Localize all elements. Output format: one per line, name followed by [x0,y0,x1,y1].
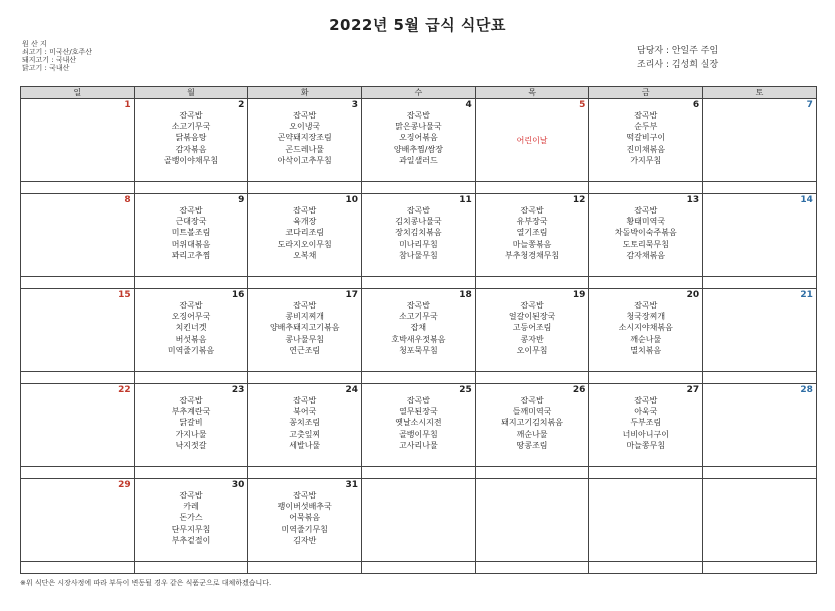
menu-item: 머위대볶음 [171,239,211,249]
menu-item: 맑은콩나물국 [395,122,442,132]
menu-item: 마늘쫑볶음 [512,239,552,249]
day-number: 12 [572,195,586,205]
menu-item: 잡곡밥 [406,396,430,405]
menu-item: 잡곡밥 [406,206,430,215]
menu-list [362,205,475,261]
menu-item: 소고기무국 [171,122,211,132]
menu-item: 잡곡밥 [179,206,203,215]
menu-item: 땅콩조림 [516,440,548,450]
day-number: 16 [231,290,245,300]
gap-cell [134,467,248,479]
calendar-day-cell [21,99,135,182]
day-number: 19 [572,290,586,300]
menu-item: 단무지무침 [171,524,211,534]
menu-item: 청포묵무침 [399,345,438,355]
menu-item: 꽈리고추찜 [171,250,211,260]
menu-item: 미나리무침 [399,239,438,249]
menu-item: 김자반 [293,535,317,545]
menu-item: 잡곡밥 [179,396,203,405]
menu-list [589,300,702,356]
day-number: 29 [118,480,131,490]
origin-info [22,40,92,72]
menu-item: 연근조림 [289,345,321,355]
calendar-day-cell [589,289,703,372]
calendar-day-cell [362,99,476,182]
menu-item: 잡곡밥 [293,111,317,120]
day-number: 21 [800,290,813,300]
menu-item: 미트볼조림 [171,228,211,238]
menu-item: 잡채 [410,323,427,333]
menu-item: 도라지오이무침 [277,239,332,249]
menu-item: 돼지고기김치볶음 [501,418,563,428]
calendar-day-cell [134,99,248,182]
menu-list [362,395,475,451]
gap-cell [248,467,362,479]
menu-calendar [20,86,817,574]
menu-item: 김치콩나물국 [395,217,442,227]
menu-item: 유부장국 [516,217,548,227]
day-number: 31 [345,480,359,490]
menu-item: 잡곡밥 [634,206,658,215]
calendar-day-cell [703,479,817,562]
gap-cell [21,467,135,479]
day-number: 5 [579,100,586,110]
menu-list [248,395,361,451]
day-number: 22 [118,385,131,395]
menu-item: 북어국 [293,407,317,417]
menu-item: 부추계란국 [171,407,211,417]
menu-item: 오이무침 [516,345,548,355]
gap-cell [589,182,703,194]
menu-item: 가지나물 [175,429,207,439]
menu-item: 골뱅이무침 [399,429,438,439]
calendar-day-cell [134,384,248,467]
menu-list [589,110,702,166]
gap-cell [134,182,248,194]
menu-item: 잡곡밥 [520,396,544,405]
calendar-gap-row [21,562,817,574]
calendar-day-cell [475,289,589,372]
day-number: 2 [238,100,245,110]
calendar-day-cell [21,384,135,467]
menu-item: 고사리나물 [399,440,438,450]
calendar-day-cell [703,384,817,467]
weekday-wed: 수 [362,87,476,99]
footnote: ※위 식단은 시장사정에 따라 부득이 변동될 경우 같은 식품군으로 대체하겠습니다. [20,579,272,587]
menu-item: 들깨미역국 [512,407,552,417]
menu-item: 세발나물 [289,440,321,450]
day-number: 7 [806,100,813,110]
gap-cell [475,467,589,479]
calendar-day-cell [134,194,248,277]
gap-cell [475,372,589,384]
gap-cell [248,372,362,384]
gap-cell [589,467,703,479]
menu-item: 멸치볶음 [630,345,662,355]
menu-item: 오이냉국 [289,122,321,132]
menu-item: 가지무침 [630,155,662,165]
day-number: 20 [686,290,700,300]
menu-item: 미역줄기볶음 [167,345,215,355]
gap-cell [589,277,703,289]
calendar-day-cell [589,479,703,562]
origin-line: 닭고기 : 국내산 [22,64,70,72]
menu-item: 잡곡밥 [293,301,317,310]
menu-item: 팽이버섯배추국 [277,502,332,512]
menu-item: 부추겉절이 [171,535,211,545]
calendar-week-row [21,289,817,372]
menu-list [589,205,702,261]
weekday-mon: 월 [134,87,248,99]
day-number: 27 [686,385,700,395]
menu-item: 잡곡밥 [406,301,430,310]
day-number: 26 [572,385,586,395]
menu-item: 깨순나물 [516,429,548,439]
weekday-tue: 화 [248,87,362,99]
weekday-sat: 토 [703,87,817,99]
menu-item: 소시지야채볶음 [618,323,673,333]
menu-item: 잡곡밥 [179,491,203,500]
menu-list [589,395,702,451]
menu-item: 오징어무국 [171,312,211,322]
gap-cell [703,372,817,384]
menu-item: 돈가스 [179,513,203,523]
menu-list [248,110,361,166]
day-number: 9 [238,195,245,205]
menu-item: 골뱅이야채무침 [163,155,219,165]
holiday-label-box [476,135,589,146]
calendar-gap-row [21,182,817,194]
calendar-day-cell [703,194,817,277]
day-number: 25 [459,385,472,395]
staff-manager: 담당자 : 안일주 주임 [637,46,719,56]
menu-item: 열기조림 [516,228,548,238]
menu-list [135,490,248,546]
gap-cell [21,182,135,194]
staff-cook: 조리사 : 김성희 실장 [637,60,719,70]
gap-cell [248,562,362,574]
origin-heading: 원 산 지 [22,40,47,48]
calendar-day-cell [21,289,135,372]
menu-item: 아욱국 [634,407,658,417]
origin-line: 돼지고기 : 국내산 [22,56,77,64]
calendar-week-row [21,99,817,182]
menu-item: 근대장국 [175,217,207,227]
menu-item: 얼갈이된장국 [508,312,556,322]
day-number: 8 [124,195,131,205]
day-number: 30 [231,480,245,490]
menu-item: 잡곡밥 [520,301,544,310]
calendar-gap-row [21,467,817,479]
weekday-header-row [21,87,817,99]
calendar-day-cell [475,479,589,562]
menu-item: 너비아니구이 [622,429,669,439]
gap-cell [703,277,817,289]
menu-list [476,395,589,451]
calendar-day-cell [248,479,362,562]
menu-item: 곤약돼지장조림 [277,133,332,143]
menu-list [248,300,361,356]
calendar-week-row [21,479,817,562]
calendar-day-cell [475,194,589,277]
menu-list [135,110,248,166]
calendar-day-cell [589,384,703,467]
calendar-day-cell [248,289,362,372]
calendar-week-row [21,194,817,277]
calendar-day-cell [134,479,248,562]
menu-list [362,110,475,166]
menu-item: 닭갈비 [179,418,203,428]
menu-item: 깨순나물 [630,334,662,344]
menu-item: 과일샐러드 [399,155,438,165]
day-number: 23 [231,385,245,395]
menu-item: 열무된장국 [399,407,438,417]
origin-line: 쇠고기 : 미국산/호주산 [22,48,93,56]
menu-list [362,300,475,356]
calendar-day-cell [248,384,362,467]
calendar-day-cell [589,194,703,277]
menu-item: 부추청경채무침 [505,250,560,260]
gap-cell [248,277,362,289]
calendar-gap-row [21,372,817,384]
calendar-day-cell [134,289,248,372]
calendar-day-cell [362,289,476,372]
menu-item: 청국장찌개 [626,312,666,322]
menu-item: 잡곡밥 [634,396,658,405]
staff-info [637,44,718,72]
menu-list [135,205,248,261]
calendar-day-cell [21,194,135,277]
menu-item: 옛날소시지전 [395,418,442,428]
day-number: 11 [459,195,472,205]
menu-item: 차돌박이숙주볶음 [614,228,677,238]
menu-list [248,205,361,261]
menu-item: 카레 [183,502,199,512]
menu-item: 치킨너겟 [175,323,207,333]
day-number: 18 [459,290,472,300]
menu-list [248,490,361,546]
gap-cell [21,372,135,384]
menu-item: 잡곡밥 [520,206,544,215]
day-number: 10 [345,195,359,205]
menu-list [476,300,589,356]
calendar-day-cell [248,194,362,277]
calendar-week-row [21,384,817,467]
menu-item: 순두부 [634,122,658,132]
menu-item: 참나물무침 [399,250,438,260]
calendar-day-cell [475,99,589,182]
gap-cell [475,277,589,289]
menu-item: 어묵볶음 [289,513,321,523]
gap-cell [475,182,589,194]
weekday-thu: 목 [475,87,589,99]
gap-cell [134,372,248,384]
day-number: 3 [351,100,359,110]
menu-item: 두부조림 [630,418,662,428]
day-number: 14 [800,195,813,205]
menu-item: 마늘쫑무침 [626,440,666,450]
menu-item: 닭볶음탕 [175,133,207,143]
menu-item: 잡곡밥 [293,206,317,215]
menu-item: 고춧잎찌 [289,429,321,439]
menu-item: 육개장 [293,217,317,227]
calendar-gap-row [21,277,817,289]
menu-item: 감자볶음 [175,144,207,154]
day-number: 1 [124,100,131,110]
menu-item: 오복채 [293,250,317,260]
menu-list [476,205,589,261]
day-number: 28 [800,385,813,395]
gap-cell [703,562,817,574]
gap-cell [21,562,135,574]
calendar-day-cell [248,99,362,182]
menu-item: 잡곡밥 [179,111,203,120]
page-title: 2022년 5월 급식 식단표 [329,16,506,34]
calendar-day-cell [703,99,817,182]
menu-item: 도토리묵무침 [622,239,669,249]
menu-item: 장치김치볶음 [395,228,442,238]
menu-item: 황태미역국 [626,217,666,227]
day-number: 17 [345,290,359,300]
calendar-day-cell [21,479,135,562]
weekday-sun: 일 [21,87,135,99]
menu-item: 잡곡밥 [179,301,203,310]
calendar-day-cell [362,479,476,562]
gap-cell [248,182,362,194]
menu-item: 소고기무국 [399,312,438,322]
menu-item: 버섯볶음 [175,334,207,344]
calendar-day-cell [475,384,589,467]
menu-list [135,395,248,451]
calendar-day-cell [589,99,703,182]
menu-item: 양배추찜/쌈장 [393,144,443,154]
gap-cell [475,562,589,574]
gap-cell [703,182,817,194]
gap-cell [362,467,476,479]
gap-cell [589,372,703,384]
holiday-label: 어린이날 [516,136,548,145]
calendar-day-cell [362,384,476,467]
menu-item: 감자채볶음 [626,250,666,260]
menu-item: 곤드레나물 [285,144,325,154]
menu-list [135,300,248,356]
day-number: 6 [692,100,700,110]
menu-item: 잡곡밥 [293,396,317,405]
menu-item: 콩비지찌개 [285,312,325,322]
menu-item: 낙지젓갈 [175,440,207,450]
menu-item: 잡곡밥 [634,301,658,310]
day-number: 15 [118,290,131,300]
menu-item: 떡갈비구이 [626,133,666,143]
menu-item: 미역줄기무침 [281,524,328,534]
menu-item: 오징어볶음 [399,133,438,143]
gap-cell [134,277,248,289]
gap-cell [362,372,476,384]
menu-item: 잡곡밥 [634,111,658,120]
menu-item: 잡곡밥 [406,111,430,120]
menu-item: 콩자반 [520,334,544,344]
menu-item: 아삭이고추무침 [277,155,332,165]
gap-cell [589,562,703,574]
day-number: 4 [465,100,472,110]
calendar-day-cell [362,194,476,277]
calendar-day-cell [703,289,817,372]
gap-cell [362,277,476,289]
gap-cell [134,562,248,574]
menu-item: 진미채볶음 [626,144,666,154]
menu-item: 꽁치조림 [289,418,321,428]
menu-item: 콩나물무침 [285,334,325,344]
menu-item: 코다리조림 [285,228,325,238]
gap-cell [21,277,135,289]
weekday-fri: 금 [589,87,703,99]
menu-item: 호박새우젓볶음 [391,334,446,344]
gap-cell [362,182,476,194]
gap-cell [703,467,817,479]
gap-cell [362,562,476,574]
menu-item: 잡곡밥 [293,491,317,500]
day-number: 13 [686,195,700,205]
menu-item: 고등어조림 [512,323,552,333]
day-number: 24 [345,385,359,395]
menu-item: 양배추돼지고기볶음 [269,323,340,333]
